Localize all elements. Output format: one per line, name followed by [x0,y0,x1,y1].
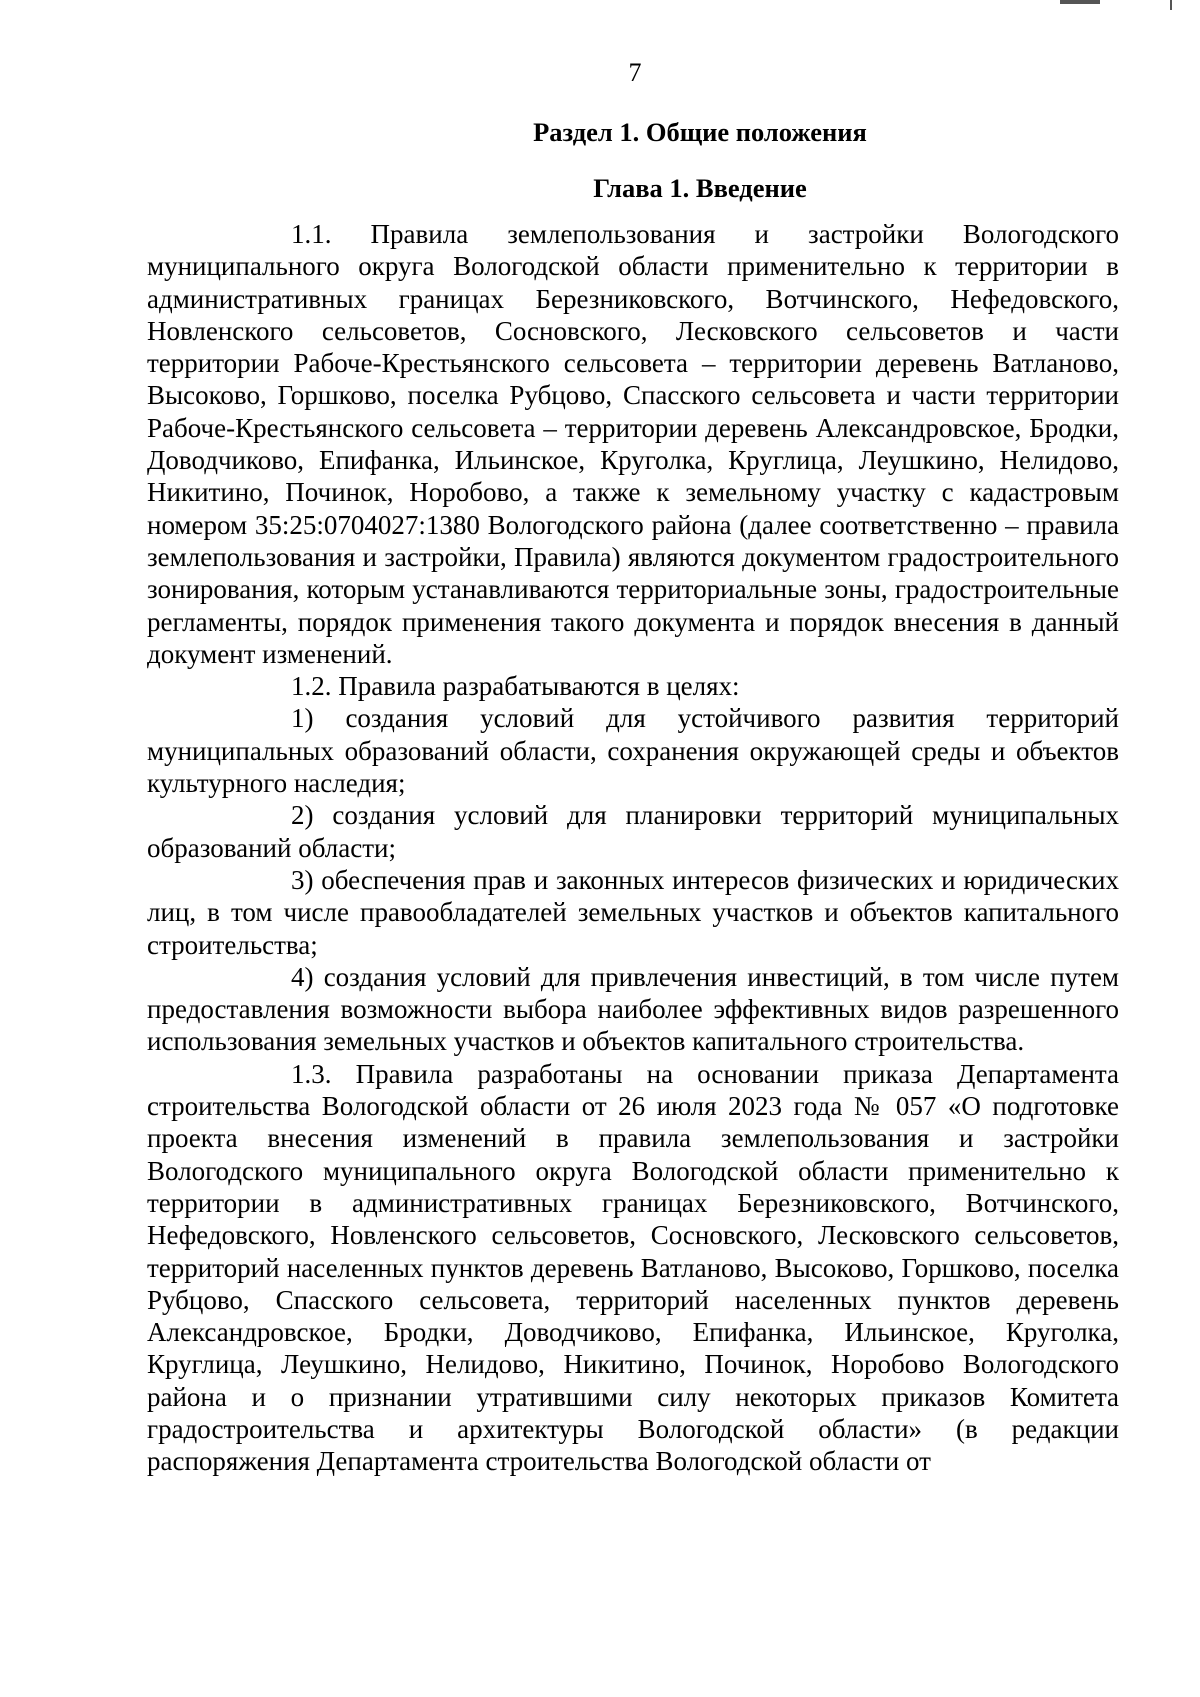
paragraph-1-1 [147,218,1119,670]
body-text [147,218,1119,1478]
scan-edge-marks [1020,0,1200,12]
paragraph-label: 1.1. [291,219,332,249]
list-item-label: 2) [291,800,314,831]
paragraph-1-3 [147,1058,1119,1478]
paragraph-text: Правила разработаны на основании приказа Департамента строительства Вологодской области от 26 июля 2023 года № 057 «О подготовке проекта внесения изменений в правила землепользования и застройки Вологодского муниципального округа Вологодской области применительно к территории в административных границах Березниковского, Вотчинского, Нефедовского, Новленского сельсоветов, Сосновского, Лесковского сельсоветов, территорий населенных пунктов деревень Ватланово, Высоково, Горшково, поселка Рубцово, Спасского сельсовета, территорий населенных пунктов деревень Александровское, Бродки, Доводчиково, Епифанка, Ильинское, Круголка, Круглица, Леушкино, Нелидово, Никитино, Починок, Норобово Вологодского района и о признании утратившими силу некоторых приказов Комитета градостроительства и архитектуры Вологодской области» (в редакции распоряжения Департамента строительства Вологодской области от [147,1058,1120,1477]
list-item-label: 4) [291,961,314,992]
page-number: 7 [628,58,642,87]
list-item-label: 1) [291,703,314,734]
paragraph-label: 1.3. [291,1058,332,1089]
paragraph-1-2 [147,670,1119,702]
chapter-heading: Глава 1. Введение [593,173,807,203]
list-item-text: обеспечения прав и законных интересов физических и юридических лиц, в том числе правообладателей земельных участков и объектов капитального строительства; [147,864,1120,960]
list-item-4 [147,961,1119,1058]
paragraph-text: Правила землепользования и застройки Вологодского муниципального округа Вологодской области применительно к территории в административных границах Березниковского, Вотчинского, Нефедовского, Новленского сельсоветов, Сосновского, Лесковского сельсоветов и части территории Рабоче-Крестьянского сельсовета – территории деревень Ватланово, Высоково, Горшково, поселка Рубцово, Спасского сельсовета и части территории Рабоче-Крестьянского сельсовета – территории деревень Александровское, Бродки, Доводчиково, Епифанка, Ильинское, Круголка, Круглица, Леушкино, Нелидово, Никитино, Починок, Норобово, а также к земельному участку с кадастровым номером 35:25:0704027:1380 Вологодского района (далее соответственно – правила землепользования и застройки, Правила) являются документом градостроительного зонирования, которым устанавливаются территориальные зоны, градостроительные регламенты, порядок применения такого документа и порядок внесения в данный документ изменений. [147,219,1119,669]
list-item-2 [147,799,1119,864]
section-heading: Раздел 1. Общие положения [533,117,867,147]
list-item-text: создания условий для планировки территорий муниципальных образований области; [147,800,1119,863]
list-item-label: 3) [291,864,314,895]
list-item-1 [147,702,1119,799]
paragraph-text: Правила разрабатываются в целях: [338,671,740,702]
list-item-3 [147,864,1119,961]
list-item-text: создания условий для устойчивого развития территорий муниципальных образований области, сохранения окружающей среды и объектов культурного наследия; [147,703,1119,799]
paragraph-label: 1.2. [291,671,332,702]
list-item-text: создания условий для привлечения инвестиций, в том числе путем предоставления возможности выбора наиболее эффективных видов разрешенного использования земельных участков и объектов капитального строительства. [147,961,1120,1057]
